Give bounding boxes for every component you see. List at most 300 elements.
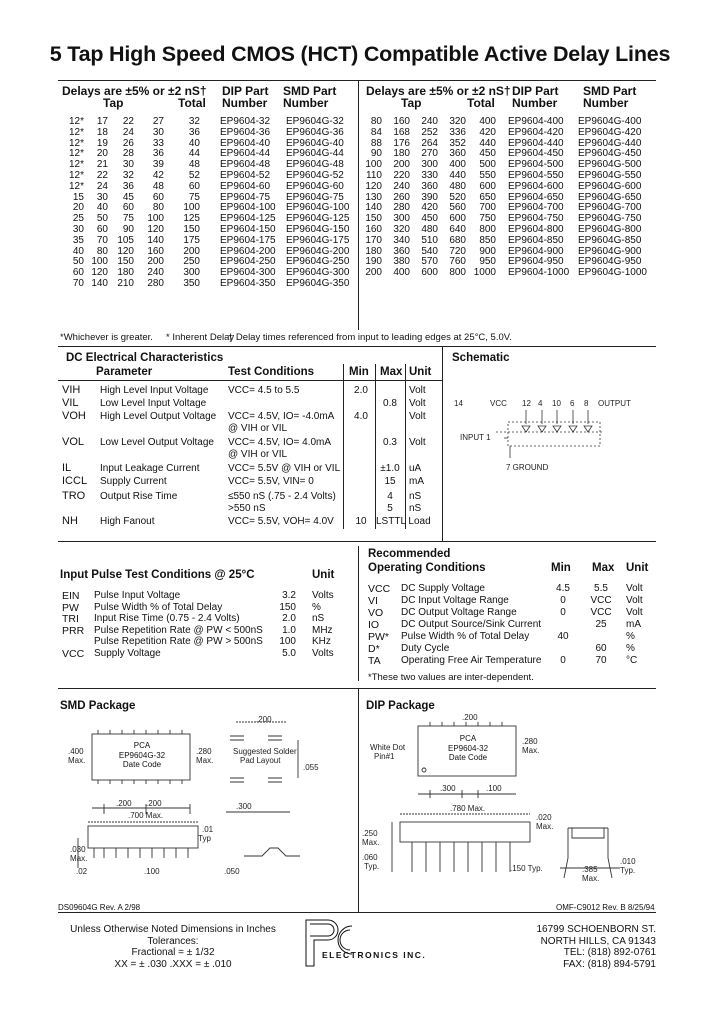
total-header-right: Total [467, 96, 495, 110]
delay-cell: EP9604G-125 [286, 213, 350, 225]
delay-cell: EP9604G-200 [286, 245, 350, 257]
tolerances-label: Tolerances: [147, 935, 199, 947]
dc-symbol: ICCL [62, 475, 88, 487]
schematic-pin4: 4 [538, 399, 543, 408]
delay-cell: 12* [68, 137, 84, 149]
delay-cell: 200 [147, 256, 164, 268]
smd-part-header-right: SMD Part [583, 84, 637, 98]
delays-header: Delays are ±5% or ±2 nS† [62, 84, 207, 98]
delay-cell: 480 [421, 224, 438, 235]
delay-cell: 25 [72, 213, 84, 225]
dc-unit-2: nS [409, 503, 422, 514]
footer-right-code: OMF-C9012 Rev. B 8/25/94 [556, 903, 655, 912]
delay-cell: 26 [122, 137, 134, 149]
delay-cell: EP9604-350 [220, 278, 276, 289]
dc-col-line-1 [343, 364, 344, 529]
dc-max-header: Max [380, 366, 403, 378]
delay-cell: 22 [96, 170, 108, 181]
delay-cell: 75 [188, 191, 200, 203]
delay-cell: EP9604G-100 [286, 202, 350, 214]
delay-cell: 20 [96, 148, 108, 160]
page-title: 5 Tap High Speed CMOS (HCT) Compatible Active Delay Lines [49, 42, 671, 66]
dc-parameter-header: Parameter [96, 366, 153, 378]
delay-cell: 420 [479, 126, 496, 138]
dip-chip-line-1: PCA [459, 734, 477, 743]
delay-cell: EP9604-75 [220, 191, 271, 203]
delay-cell: 500 [479, 159, 496, 171]
delay-cell: 360 [421, 180, 438, 192]
delay-cell: EP9604-440 [508, 137, 564, 149]
delay-cell: 176 [393, 137, 410, 149]
smd-pad-label: Suggested Solder Pad Layout [233, 747, 297, 765]
smd-dim-200b: .200 [116, 799, 132, 808]
delay-cell: 280 [147, 278, 164, 289]
delay-cell: 760 [449, 256, 466, 268]
pulse-symbol: EIN [62, 590, 80, 602]
rec-max: VCC [590, 607, 612, 618]
pca-logo [300, 916, 370, 970]
dc-max: LSTTL Load [376, 516, 431, 527]
pulse-value: 150 [279, 601, 296, 613]
dc-test-condition-2: >550 nS [228, 503, 266, 514]
dc-test-condition: VCC= 5.5V @ VIH or VIL [228, 463, 341, 474]
delay-cell: EP9604G-650 [578, 191, 642, 203]
smd-chip-line-1: PCA [133, 741, 151, 750]
rec-label: Duty Cycle [401, 643, 450, 654]
smd-dim-050: .050 [224, 867, 240, 876]
delay-cell: 168 [393, 126, 410, 138]
smd-dim-055: .055 [303, 763, 319, 772]
dc-unit-header: Unit [409, 366, 432, 378]
delay-cell: 12* [68, 116, 84, 127]
delay-cell: 110 [366, 170, 382, 181]
dc-test-header: Test Conditions [228, 366, 315, 378]
delay-cell: EP9604G-52 [286, 170, 344, 181]
recommended-note: *These two values are inter-dependent. [368, 672, 534, 683]
delay-cell: 200 [393, 159, 410, 171]
delay-cell: 36 [152, 148, 164, 160]
delay-cell: 90 [122, 224, 134, 235]
delay-cell: EP9604-48 [220, 159, 271, 171]
rec-label: DC Supply Voltage [401, 583, 485, 594]
footnote-whichever: *Whichever is greater. [60, 332, 153, 343]
smd-dim-200c: .200 [146, 799, 162, 808]
delay-cell: 450 [479, 148, 496, 160]
delay-cell: 30 [72, 224, 84, 235]
delay-cell: EP9604-125 [220, 213, 276, 225]
pulse-unit: Volts [312, 590, 334, 601]
delay-cell: 900 [479, 245, 496, 257]
dc-test-condition: VCC= 4.5V, IO= -4.0mA [228, 411, 335, 422]
delay-cell: 32 [188, 116, 200, 127]
delay-cell: 380 [393, 256, 410, 268]
delay-cell: EP9604G-750 [578, 213, 642, 225]
address-line-1: 16799 SCHOENBORN ST. [536, 924, 656, 935]
dc-symbol: IL [62, 462, 72, 474]
delay-cell: EP9604-175 [220, 234, 276, 246]
rec-label: Pulse Width % of Total Delay [401, 631, 530, 642]
pulse-symbol: PRR [62, 624, 85, 637]
dims-note: Unless Otherwise Noted Dimensions in Inches [70, 924, 276, 935]
dc-parameter: High Level Output Voltage [100, 411, 217, 422]
delay-cell: EP9604G-60 [286, 180, 344, 192]
delay-cell: 30 [122, 159, 134, 171]
delay-cell: 360 [449, 148, 466, 160]
delay-cell: 50 [72, 256, 84, 268]
dc-test-condition: VCC= 5.5V, VOH= 4.0V [228, 516, 334, 527]
delay-cell: 12* [68, 170, 84, 181]
dip-dim-100: .100 [486, 784, 502, 793]
fax: FAX: (818) 894-5791 [563, 958, 656, 970]
schematic-pin12: 12 [522, 399, 531, 408]
schematic-title: Schematic [452, 352, 510, 364]
delay-cell: 60 [188, 180, 200, 192]
delay-cell: 39 [152, 159, 164, 171]
delay-cell: 280 [393, 202, 410, 214]
rec-min: 0 [560, 607, 566, 618]
delay-cell: 60 [152, 191, 164, 203]
delay-cell: EP9604G-300 [286, 267, 350, 279]
delay-cell: EP9604G-950 [578, 256, 642, 268]
rec-symbol: D* [368, 643, 380, 655]
pulse-unit: KHz [312, 636, 331, 648]
dc-test-condition-2: @ VIH or VIL [228, 423, 288, 434]
rec-unit: Volt [626, 607, 643, 618]
recommended-subtitle: Operating Conditions [368, 562, 486, 574]
dip-dim-060: .060 Typ. [362, 853, 380, 871]
delay-cell: 440 [479, 137, 496, 149]
delay-cell: 70 [96, 234, 108, 246]
rec-label: DC Output Voltage Range [401, 607, 517, 618]
delay-cell: 100 [91, 256, 108, 268]
delay-cell: EP9604G-600 [578, 180, 642, 192]
dip-number-header-right: Number [512, 96, 558, 110]
delay-cell: 600 [421, 267, 438, 279]
delay-cell: 22 [122, 116, 134, 127]
delay-cell: 70 [72, 278, 84, 289]
rec-unit: °C [626, 655, 638, 666]
schematic-ground: 7 GROUND [506, 463, 549, 472]
delay-cell: 220 [393, 170, 410, 181]
delay-cell: 130 [365, 191, 382, 203]
delay-cell: EP9604G-450 [578, 148, 642, 160]
delay-cell: 42 [152, 170, 164, 181]
delay-cell: 120 [365, 180, 382, 192]
delay-cell: 540 [421, 245, 438, 257]
smd-dim-300: .300 [236, 802, 252, 811]
dc-parameter: Output Rise Time [100, 491, 178, 502]
delay-cell: EP9604-900 [508, 245, 564, 257]
delay-cell: 600 [449, 213, 466, 225]
delay-cell: 140 [147, 234, 164, 246]
rec-unit: Volt [626, 583, 643, 594]
delay-cell: 640 [449, 224, 466, 235]
rec-min: 0 [560, 595, 566, 606]
delay-cell: EP9604-950 [508, 256, 564, 268]
dc-parameter: High Level Input Voltage [100, 385, 209, 396]
delay-cell: 175 [183, 234, 200, 246]
delay-cell: 330 [421, 170, 438, 181]
delay-cell: 720 [449, 245, 466, 257]
pulse-value: 2.0 [282, 613, 296, 625]
delay-cell: EP9604-1000 [508, 267, 570, 279]
dc-max: 4 [387, 491, 393, 502]
dc-parameter: Supply Current [100, 476, 167, 487]
dc-max: ±1.0 [380, 463, 400, 474]
footnote-inherent: * Inherent Delay [166, 332, 235, 343]
delay-cell: EP9604-850 [508, 234, 564, 246]
delay-cell: 180 [117, 267, 134, 279]
delay-cell: 27 [152, 116, 164, 127]
rec-unit: Volt [626, 595, 643, 606]
pulse-unit: nS [312, 613, 325, 625]
dip-package-title: DIP Package [366, 700, 435, 712]
delay-cell: 440 [449, 170, 466, 181]
dc-header-rule [58, 380, 442, 381]
dc-symbol: VIH [62, 384, 81, 396]
delay-cell: 35 [72, 234, 84, 246]
delay-cell: EP9604-500 [508, 159, 564, 171]
delay-cell: EP9604-36 [220, 126, 271, 138]
smd-dim-400: .400 Max. [68, 747, 86, 765]
dc-unit: Volt [409, 411, 426, 422]
delay-cell: 12* [68, 148, 84, 160]
pulse-unit: Volts [312, 648, 334, 659]
pkg-rule [58, 688, 656, 689]
delay-cell: 180 [365, 245, 382, 257]
delay-cell: 40 [188, 137, 200, 149]
total-header: Total [178, 96, 206, 110]
pulse-value: 1.0 [282, 624, 296, 636]
schematic-diagram [452, 392, 652, 482]
delay-cell: 300 [421, 159, 438, 171]
bottom-rule [58, 912, 656, 913]
address-line-2: NORTH HILLS, CA 91343 [540, 935, 656, 947]
dc-min: 2.0 [354, 385, 368, 396]
delay-cell: 160 [393, 116, 410, 127]
delay-cell: 680 [449, 234, 466, 246]
package-divider [358, 688, 359, 912]
delay-cell: 200 [183, 245, 200, 257]
rec-unit: % [626, 631, 635, 642]
dip-part-header-right: DIP Part [512, 84, 559, 98]
tap-header: Tap [103, 96, 124, 110]
recommended-title: Recommended [368, 548, 451, 560]
delay-cell: 80 [96, 245, 108, 257]
delay-cell: EP9604G-36 [286, 126, 344, 138]
company-address [528, 924, 656, 970]
rec-label: DC Input Voltage Range [401, 595, 509, 606]
delay-cell: 240 [421, 116, 438, 127]
footer-left-code: DS09604G Rev. A 2/98 [58, 903, 141, 912]
delay-cell: 30 [152, 126, 164, 138]
delay-cell: 700 [479, 202, 496, 214]
delay-cell: 24 [96, 180, 108, 192]
recommended-divider [358, 546, 359, 681]
delay-cell: 300 [393, 213, 410, 225]
smd-dim-100: .100 [144, 867, 160, 876]
delay-cell: 260 [393, 191, 410, 203]
company-name: ELECTRONICS INC. [322, 950, 427, 960]
telephone: TEL: (818) 892-0761 [563, 947, 656, 958]
schematic-output: OUTPUT [598, 399, 631, 408]
dip-chip-label [418, 734, 518, 763]
delay-cell: 520 [449, 191, 466, 203]
delay-cell: EP9604-420 [508, 126, 564, 138]
dip-part-header: DIP Part [222, 84, 269, 98]
dip-dim-300: .300 [440, 784, 456, 793]
delay-cell: EP9604-52 [220, 170, 271, 181]
smd-chip-line-3: Date Code [122, 760, 162, 769]
dc-symbol: VOL [62, 436, 85, 448]
delay-cell: 19 [96, 137, 108, 149]
schematic-vcc: VCC [490, 399, 507, 408]
delay-cell: 200 [365, 267, 382, 279]
dc-min-header: Min [349, 366, 369, 378]
delay-cell: EP9604-32 [220, 116, 271, 127]
delay-cell: EP9604-450 [508, 148, 564, 160]
delay-cell: 52 [188, 170, 200, 181]
dc-max: 0.3 [383, 437, 397, 448]
pulse-symbol: VCC [62, 648, 85, 660]
delay-cell: EP9604-700 [508, 202, 564, 214]
dc-test-condition: VCC= 4.5 to 5.5 [228, 385, 300, 396]
delay-cell: EP9604-550 [508, 170, 564, 181]
footnote-reference: † Delay times referenced from input to leading edges at 25°C, 5.0V. [228, 332, 512, 343]
delay-cell: 17 [96, 116, 108, 127]
dc-unit: uA [409, 463, 422, 474]
delay-cell: 90 [370, 148, 382, 160]
delay-cell: 420 [421, 202, 438, 214]
delay-cell: EP9604G-250 [286, 256, 350, 268]
delay-cell: 120 [117, 245, 134, 257]
delay-cell: EP9604-250 [220, 256, 276, 268]
delay-cell: EP9604-800 [508, 224, 564, 235]
dc-unit: Volt [409, 437, 426, 448]
delay-cell: EP9604-750 [508, 213, 564, 225]
delay-cell: 450 [421, 213, 438, 225]
delay-cell: EP9604-44 [220, 148, 271, 160]
smd-dim-030: .030 Max. [70, 845, 88, 863]
delay-cell: 45 [122, 191, 134, 203]
dip-dim-780: .780 Max. [450, 804, 486, 813]
rec-unit: mA [626, 619, 641, 630]
delay-cell: 400 [449, 159, 466, 171]
delay-cell: 100 [147, 213, 164, 225]
delay-cell: EP9604-150 [220, 224, 276, 235]
rec-max-header: Max [592, 562, 615, 574]
dc-parameter: Input Leakage Current [100, 463, 200, 474]
smd-chip-line-2: EP9604G-32 [118, 750, 166, 760]
delay-cell: 480 [449, 180, 466, 192]
dc-test-condition-2: @ VIH or VIL [228, 449, 288, 460]
delay-cell: 400 [393, 267, 410, 279]
rec-max: 5.5 [594, 583, 608, 594]
dc-max: 15 [384, 476, 396, 487]
delay-cell: 100 [365, 159, 382, 171]
delay-cell: EP9604-300 [220, 267, 276, 279]
delay-cell: 650 [479, 191, 496, 203]
rec-symbol: VI [368, 595, 378, 607]
dc-unit: Volt [409, 385, 426, 396]
rec-max: 60 [595, 643, 607, 654]
delay-cell: 1000 [473, 267, 496, 279]
delay-cell: EP9604G-44 [286, 148, 344, 160]
delay-cell: 36 [188, 126, 200, 138]
pulse-label: Pulse Width % of Total Delay [94, 601, 223, 613]
delay-cell: 28 [122, 148, 134, 160]
dc-test-condition: ≤550 nS (.75 - 2.4 Volts) [228, 491, 336, 502]
pulse-label: Pulse Repetition Rate @ PW < 500nS [94, 624, 263, 636]
dip-chip-line-2: EP9604-32 [447, 743, 489, 753]
dip-dim-010: .010 Typ. [620, 857, 636, 875]
delay-cell: 30 [96, 191, 108, 203]
delay-cell: EP9604-60 [220, 180, 271, 192]
dc-symbol: NH [62, 515, 78, 527]
dc-parameter: Low Level Input Voltage [100, 398, 207, 409]
delay-cell: 570 [421, 256, 438, 268]
decimal-tolerance: XX = ± .030 .XXX = ± .010 [114, 958, 232, 970]
delay-cell: 12* [68, 159, 84, 171]
delay-cell: 36 [122, 180, 134, 192]
delay-cell: 336 [449, 126, 466, 138]
rec-min: 0 [560, 655, 566, 666]
delay-cell: 84 [370, 126, 382, 138]
smd-dim-280: .280 Max. [196, 747, 214, 765]
rec-unit-header: Unit [626, 562, 649, 574]
delay-cell: EP9604G-1000 [578, 267, 647, 279]
schematic-pin6: 6 [570, 399, 575, 408]
delay-cell: EP9604G-420 [578, 126, 642, 138]
delay-cell: 40 [96, 202, 108, 214]
smd-dim-01: .01 Typ [198, 825, 214, 843]
dc-min: 4.0 [354, 411, 368, 422]
tolerance-block [58, 924, 288, 970]
input-pulse-title: Input Pulse Test Conditions @ 25°C [60, 569, 255, 581]
delay-cell: 150 [365, 213, 382, 225]
delay-cell: 850 [479, 234, 496, 246]
delay-cell: 160 [365, 224, 382, 235]
pulse-symbol: PW [62, 601, 79, 614]
delay-cell: 300 [183, 267, 200, 279]
delay-cell: 360 [393, 245, 410, 257]
smd-dim-200: .200 [256, 715, 272, 724]
delay-cell: EP9604-600 [508, 180, 564, 192]
dip-number-header: Number [222, 96, 268, 110]
delay-cell: 320 [449, 116, 466, 127]
rec-max: 25 [595, 619, 607, 630]
dc-symbol: TRO [62, 490, 86, 502]
delay-cell: 510 [421, 234, 438, 246]
delay-cell: 80 [152, 202, 164, 214]
delay-cell: EP9604G-550 [578, 170, 642, 181]
delay-cell: 240 [147, 267, 164, 279]
delay-cell: 340 [393, 234, 410, 246]
delay-cell: EP9604G-500 [578, 159, 642, 171]
delay-cell: EP9604G-75 [286, 191, 344, 203]
pulse-unit: MHz [312, 624, 333, 636]
delay-cell: EP9604G-32 [286, 116, 344, 127]
dc-symbol: VOH [62, 410, 86, 422]
smd-dim-700: .700 Max. [128, 811, 164, 820]
pulse-value: 5.0 [282, 648, 296, 659]
delay-cell: 350 [183, 278, 200, 289]
rec-symbol: VCC [368, 583, 391, 595]
delays-header-right: Delays are ±5% or ±2 nS† [366, 84, 511, 98]
pulse-label: Input Rise Time (0.75 - 2.4 Volts) [94, 613, 240, 625]
dc-unit: mA [409, 476, 424, 487]
delay-cell: 50 [96, 213, 108, 225]
